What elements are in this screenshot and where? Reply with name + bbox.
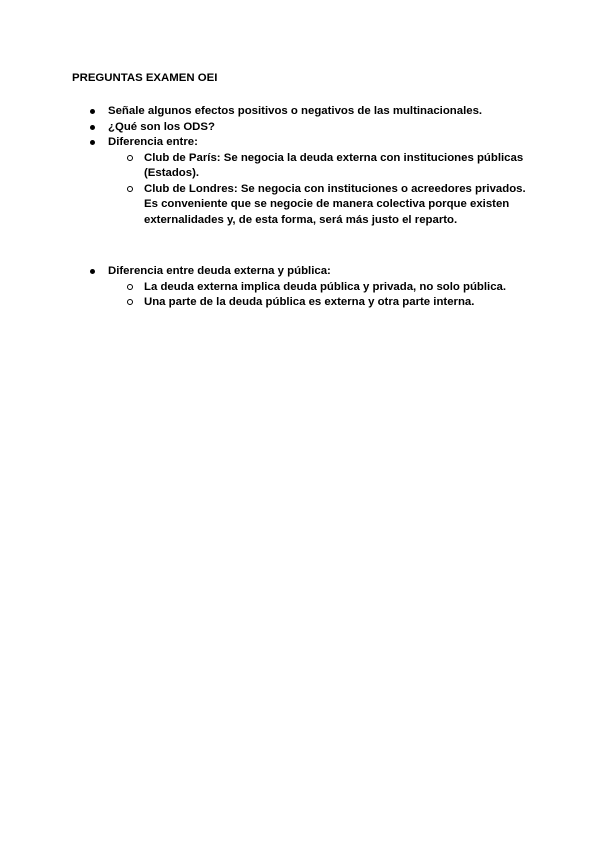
bullet-disc-icon xyxy=(90,269,95,274)
sub-list-item xyxy=(108,151,530,182)
answer-deuda-publica: Una parte de la deuda pública es externa y otra parte interna. xyxy=(144,296,475,308)
answer-club-londres: Club de Londres: Se negocia con instituciones o acreedores privados. xyxy=(144,182,526,195)
list-item xyxy=(0,264,600,311)
bullet-circle-icon xyxy=(127,155,133,161)
sub-list-item xyxy=(108,280,530,296)
answer-club-londres-note: Es conveniente que se negocie de manera colectiva porque existen externalidades y, de esta forma, será más justo el reparto. xyxy=(144,198,510,226)
questions-list xyxy=(0,104,600,228)
answer-club-paris: Club de París: Se negocia la deuda externa con instituciones públicas (Estados). xyxy=(144,151,524,179)
bullet-disc-icon xyxy=(90,140,95,145)
sub-list-item xyxy=(108,182,530,229)
sub-list xyxy=(108,280,530,311)
question-multinacionales: Señale algunos efectos positivos o negativos de las multinacionales. xyxy=(108,105,483,117)
question-ods: ¿Qué son los ODS? xyxy=(108,120,215,133)
sub-list xyxy=(108,151,530,229)
question-deuda-externa-publica: Diferencia entre deuda externa y pública: xyxy=(108,265,331,277)
page-title: PREGUNTAS EXAMEN OEI xyxy=(72,72,218,84)
bullet-circle-icon xyxy=(127,186,133,192)
list-item xyxy=(0,135,600,228)
questions-list-2 xyxy=(0,264,600,311)
bullet-disc-icon xyxy=(90,109,95,114)
list-item xyxy=(0,104,600,120)
bullet-circle-icon xyxy=(127,299,133,305)
question-diferencia-clubs: Diferencia entre: xyxy=(108,136,198,148)
bullet-disc-icon xyxy=(90,125,95,130)
list-item xyxy=(0,120,600,136)
sub-list-item xyxy=(108,295,530,311)
answer-deuda-externa: La deuda externa implica deuda pública y privada, no solo pública. xyxy=(144,280,507,293)
bullet-circle-icon xyxy=(127,284,133,290)
